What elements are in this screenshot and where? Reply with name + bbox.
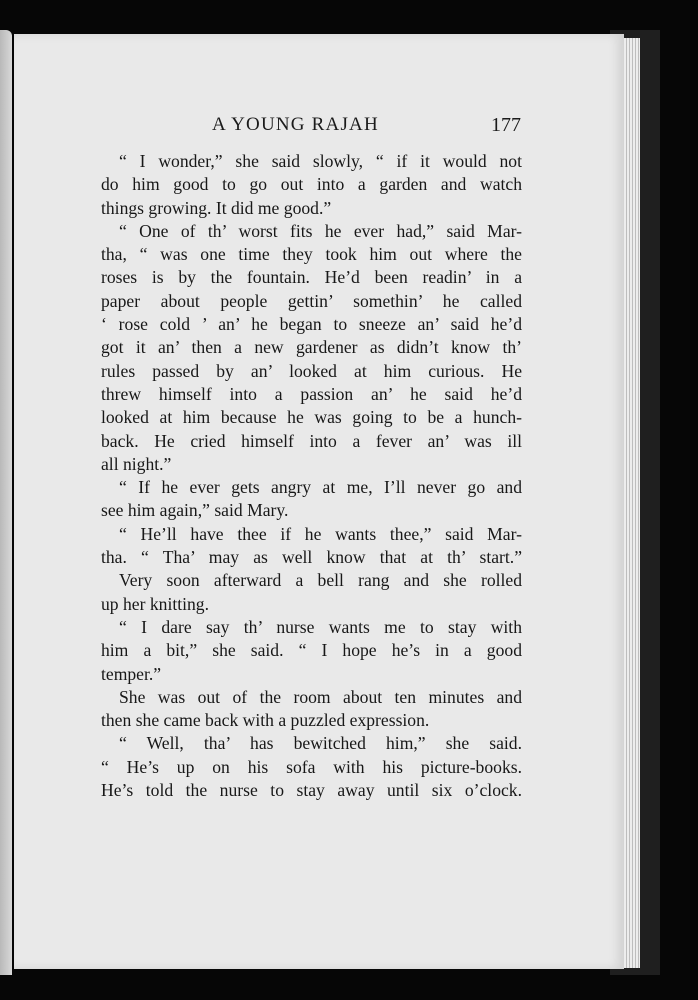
text-line: up her knitting. <box>101 593 209 614</box>
text-line: rules passed by an’ looked at him curious. He <box>101 360 522 381</box>
text-line: “ One of th’ worst fits he ever had,” said Mar- <box>119 220 522 241</box>
text-line: ‘ rose cold ’ an’ he began to sneeze an’ said he’d <box>101 314 522 335</box>
text-line: “ I wonder,” she said slowly, “ if it would not <box>119 151 522 171</box>
facing-page-edge <box>0 30 12 975</box>
page-header <box>200 114 521 140</box>
text-line: do him good to go out into a garden and watch <box>101 174 522 195</box>
text-line: back. He cried himself into a fever an’ was ill <box>101 430 522 451</box>
text-line: threw himself into a passion an’ he said he’d <box>101 383 522 404</box>
text-line: temper.” <box>101 663 162 684</box>
text-line: paper about people gettin’ somethin’ he called <box>101 290 522 311</box>
text-line: “ Well, tha’ has bewitched him,” she said. <box>119 733 522 754</box>
text-line: see him again,” said Mary. <box>101 500 289 521</box>
text-line: things growing. It did me good.” <box>101 197 332 218</box>
text-line: She was out of the room about ten minutes and <box>119 686 522 707</box>
body-text <box>101 150 522 802</box>
text-line: “ If he ever gets angry at me, I’ll never go and <box>119 477 522 498</box>
text-line: roses is by the fountain. He’d been readin’ in a <box>101 267 522 288</box>
text-line: “ He’ll have thee if he wants thee,” said Mar- <box>119 523 522 544</box>
text-line: then she came back with a puzzled expression. <box>101 710 430 731</box>
text-line: him a bit,” she said. “ I hope he’s in a good <box>101 640 522 661</box>
text-line: tha. “ Tha’ may as well know that at th’ start.” <box>101 547 522 568</box>
text-line: looked at him because he was going to be a hunch- <box>101 407 522 428</box>
text-line: got it an’ then a new gardener as didn’t know th’ <box>101 337 522 358</box>
text-line: Very soon afterward a bell rang and she rolled <box>119 570 522 591</box>
text-line: He’s told the nurse to stay away until six o’clock. <box>101 780 522 801</box>
text-line: tha, “ was one time they took him out where the <box>101 244 522 265</box>
page-number: 177 <box>491 114 521 136</box>
text-line: “ I dare say th’ nurse wants me to stay with <box>119 616 522 637</box>
text-line: all night.” <box>101 453 172 474</box>
text-line: “ He’s up on his sofa with his picture-books. <box>101 756 522 777</box>
running-title: A YOUNG RAJAH <box>212 114 379 135</box>
